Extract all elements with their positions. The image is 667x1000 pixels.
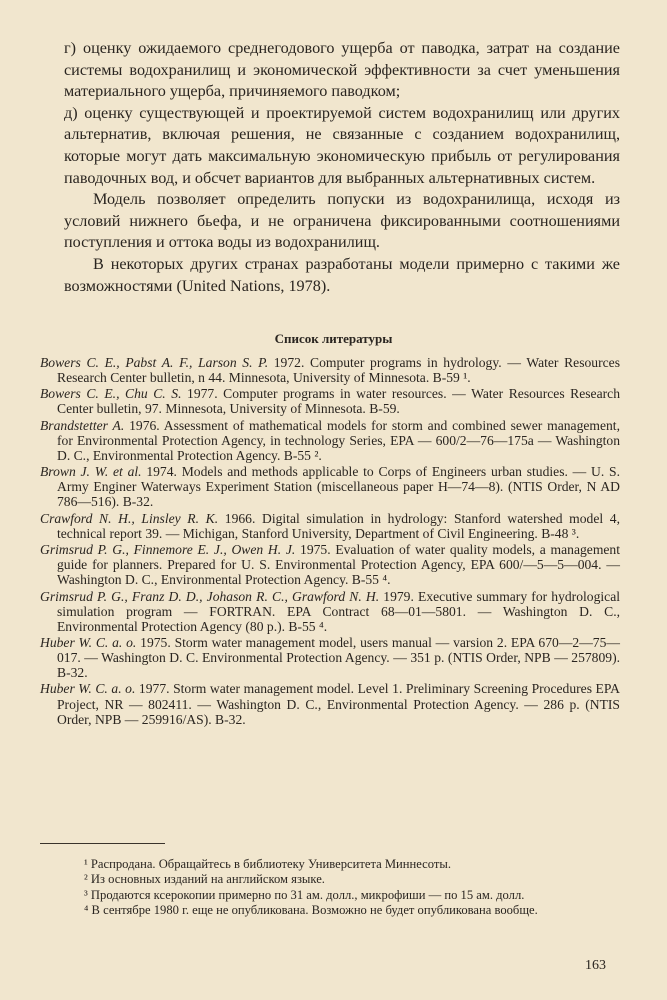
reference-text: 1976. Assessment of mathematical models for storm and combined sewer management, for Environmental Protection Agency, in technology Series, EPA — 600/2—76—175a — Washington D. C., Environmental Protection Agency. B-55 ². [57,417,620,463]
reference-authors: Huber W. C. a. o. [40,635,137,650]
page-number: 163 [585,958,606,973]
reference-item [40,355,620,385]
reference-text: 1977. Storm water management model. Level 1. Preliminary Screening Procedures EPA Project, NR — 802411. — Washington D. C., Environmental Protection Agency. — 286 p. (NTIS Order, NPB — 259916/AS). B-32. [57,681,620,727]
reference-authors: Brandstetter A. [40,417,125,433]
reference-text: 1979. Executive summary for hydrological simulation program — FORTRAN. EPA Contract 68—01—5801. — Washington D. C., Environmental Protection Agency (80 p.). B-55 ⁴. [57,588,620,634]
paragraph-other-countries: В некоторых других странах разработаны модели примерно с такими же возможностями (United Nations, 1978). [64,254,620,295]
reference-authors: Grimsrud P. G., Finnemore E. J., Owen H. J. [40,542,296,558]
reference-item [40,542,620,587]
reference-text: 1974. Models and methods applicable to Corps of Engineers urban studies. — U. S. Army Enginer Waterways Experiment Station (miscellaneous paper H—74—8). (NTIS Order, N AD 786—516). B-32. [57,464,620,510]
reference-authors: Huber W. C. a. o. [40,681,136,697]
footnote-1: ¹ Распродана. Обращайтесь в библиотеку Университета Миннесоты. [84,857,451,871]
references-heading: Список литературы [274,331,393,346]
reference-text: 1972. Computer programs in hydrology. — Water Resources Research Center bulletin, n 44. Minnesota, University of Minnesota. B-59 ¹. [57,355,620,386]
main-text [64,38,620,297]
reference-item [40,635,620,680]
reference-authors: Brown J. W. et al. [40,464,142,480]
reference-text: 1977. Computer programs in water resources. — Water Resources Research Center bulletin, 97. Minnesota, University of Minnesota. B-59. [57,386,620,417]
paragraph-d: д) оценку существующей и проектируемой систем водохранилищ или других альтернатив, включая решения, не связанные с созданием водохранилищ, которые могут дать максимальную экономическую прибыль от регулирования паводочных вод, и обсчет вариантов для выбранных альтернативных систем. [64,103,620,187]
footnote-2: ² Из основных изданий на английском языке. [84,872,325,887]
paragraph-g: г) оценку ожидаемого среднегодового ущерба от паводка, затрат на создание системы водохранилищ и экономической эффективности за счет уменьшения материального ущерба, причиняемого паводком; [64,39,620,101]
footnote-divider [40,843,165,844]
footnote-4: ⁴ В сентябре 1980 г. еще не опубликована. Возможно не будет опубликована вообще. [84,903,538,918]
reference-item [40,418,620,463]
reference-authors: Crawford N. H., Linsley R. K. [40,510,219,526]
reference-item [40,681,620,726]
reference-text: 1975. Storm water management model, users manual — varsion 2. EPA 670—2—75—017. — Washington D. C. Environmental Protection Agency. — 351 p. (NTIS Order, NPB — 257809). B-32. [57,635,620,681]
reference-authors: Grimsrud P. G., Franz D. D., Johason R. C., Grawford N. H. [40,588,380,604]
reference-item [40,386,620,416]
reference-authors: Bowers C. E., Pabst A. F., Larson S. P. [40,355,269,370]
reference-text: 1975. Evaluation of water quality models, a management guide for planners. Prepared for U. S. Environmental Protection Agency, EPA 600/—5—5—004. — Washington D. C., Environmental Protection Agency. B-55 ⁴. [57,542,620,588]
reference-authors: Bowers C. E., Chu C. S. [40,386,182,402]
footnote-3: ³ Продаются ксерокопии примерно по 31 ам. долл., микрофиши — по 15 ам. долл. [84,887,525,902]
reference-item [40,589,620,634]
reference-text: 1966. Digital simulation in hydrology: Stanford watershed model 4, technical report 39. — Michigan, Stanford University, Department of Civil Engineering. B-48 ³. [57,510,620,541]
footnotes [40,857,620,919]
reference-item [40,464,620,509]
reference-list [40,355,620,728]
paragraph-model: Модель позволяет определить попуски из водохранилища, исходя из условий нижнего бьефа, и не ограничена фиксированными соотношениями поступления и оттока воды из водохранилищ. [64,190,620,252]
reference-item [40,511,620,541]
